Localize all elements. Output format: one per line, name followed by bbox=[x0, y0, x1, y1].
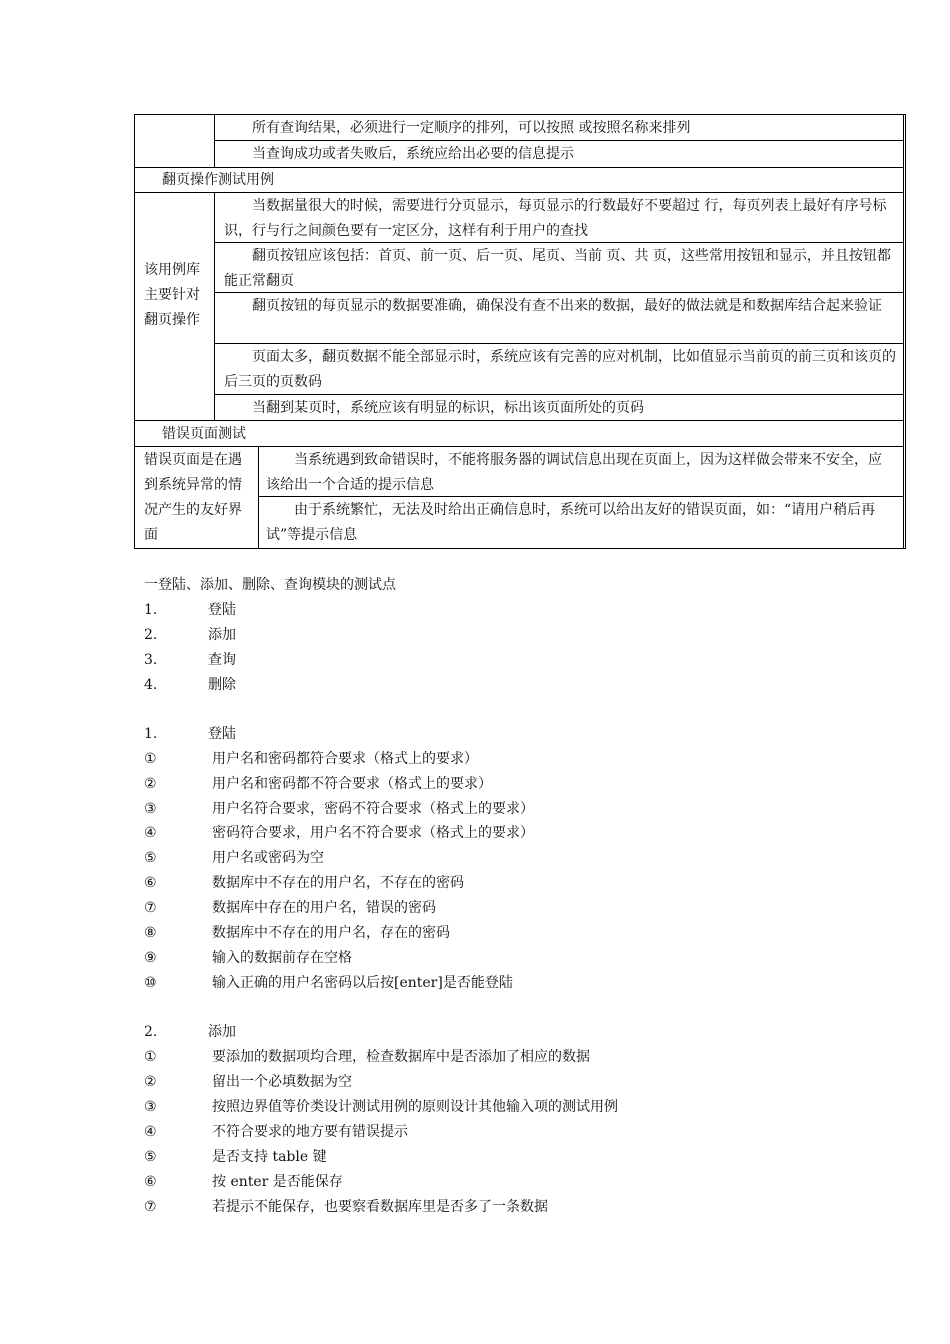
row-divider bbox=[214, 343, 904, 344]
item-marker: ② bbox=[144, 776, 157, 792]
list-number: 2. bbox=[144, 1024, 158, 1040]
item-marker: ⑤ bbox=[144, 1149, 157, 1165]
paging-section-header: 翻页操作测试用例 bbox=[162, 172, 274, 188]
col-divider bbox=[258, 446, 259, 548]
table-border-right-shadow bbox=[905, 114, 906, 549]
table-border-top bbox=[134, 114, 905, 115]
error-section-header: 错误页面测试 bbox=[162, 426, 246, 442]
list-number: 1. bbox=[144, 602, 158, 618]
paging-cell-current-page: 当翻到某页时，系统应该有明显的标识，标出该页面所处的页码 bbox=[252, 400, 644, 416]
item-text: 若提示不能保存，也要察看数据库里是否多了一条数据 bbox=[212, 1199, 548, 1215]
item-text: 用户名或密码为空 bbox=[212, 850, 324, 866]
item-text: 留出一个必填数据为空 bbox=[212, 1074, 352, 1090]
paging-cell-buttons: 翻页按钮应该包括：首页、前一页、后一页、尾页、当前 页、共 页，这些常用按钮和显示，并且按钮都能正常翻页 bbox=[224, 248, 891, 289]
item-text: 按照边界值等价类设计测试用例的原则设计其他输入项的测试用例 bbox=[212, 1099, 618, 1115]
item-text: 数据库中不存在的用户名，存在的密码 bbox=[212, 925, 450, 941]
item-text: 不符合要求的地方要有错误提示 bbox=[212, 1124, 408, 1140]
error-cell-busy: 由于系统繁忙，无法及时给出正确信息时，系统可以给出友好的错误页面，如：“请用户稍后再试”等提示信息 bbox=[266, 502, 876, 543]
item-marker: ④ bbox=[144, 1124, 157, 1140]
list-number: 2. bbox=[144, 627, 158, 643]
list-label: 删除 bbox=[208, 677, 236, 693]
paging-cell-rows-per-page: 当数据量很大的时候，需要进行分页显示，每页显示的行数最好不要超过 行，每页列表上最好有序号标识，行与行之间颜色要有一定区分，这样有利于用户的查找 bbox=[224, 198, 887, 239]
item-text: 用户名和密码都符合要求（格式上的要求） bbox=[212, 751, 478, 767]
item-text: 输入的数据前存在空格 bbox=[212, 950, 352, 966]
item-text: 用户名符合要求，密码不符合要求（格式上的要求） bbox=[212, 801, 534, 817]
item-marker: ⑩ bbox=[144, 975, 157, 991]
table-border-bottom bbox=[134, 548, 906, 549]
paging-cell-many-pages: 页面太多，翻页数据不能全部显示时，系统应该有完善的应对机制，比如值显示当前页的前三页和该页的后三页的页数码 bbox=[224, 349, 896, 390]
table-border-left bbox=[134, 114, 135, 549]
paging-side-label: 该用例库主要针对翻页操作 bbox=[144, 262, 200, 328]
table-border-right bbox=[903, 114, 904, 549]
error-side-label: 错误页面是在遇到系统异常的情况产生的友好界面 bbox=[144, 452, 242, 543]
col-divider bbox=[214, 192, 215, 420]
list-label: 登陆 bbox=[208, 726, 236, 742]
item-marker: ② bbox=[144, 1074, 157, 1090]
list-number: 1. bbox=[144, 726, 158, 742]
item-marker: ④ bbox=[144, 825, 157, 841]
item-marker: ① bbox=[144, 751, 157, 767]
error-cell-fatal: 当系统遇到致命错误时，不能将服务器的调试信息出现在页面上，因为这样做会带来不安全，应该给出一个合适的提示信息 bbox=[266, 452, 882, 493]
list-number: 4. bbox=[144, 677, 158, 693]
list-number: 3. bbox=[144, 652, 158, 668]
row-divider bbox=[134, 446, 904, 447]
item-marker: ③ bbox=[144, 801, 157, 817]
list-label: 添加 bbox=[208, 1024, 236, 1040]
item-marker: ⑥ bbox=[144, 1174, 157, 1190]
list-label: 查询 bbox=[208, 652, 236, 668]
list-label: 登陆 bbox=[208, 602, 236, 618]
item-text: 要添加的数据项均合理，检查数据库中是否添加了相应的数据 bbox=[212, 1049, 590, 1065]
col-divider bbox=[214, 114, 215, 167]
item-text: 用户名和密码都不符合要求（格式上的要求） bbox=[212, 776, 492, 792]
table-cell-sort-order: 所有查询结果，必须进行一定顺序的排列，可以按照 或按照名称来排列 bbox=[252, 120, 691, 136]
item-marker: ③ bbox=[144, 1099, 157, 1115]
item-marker: ⑨ bbox=[144, 950, 157, 966]
item-marker: ⑥ bbox=[144, 875, 157, 891]
paging-cell-data-accuracy: 翻页按钮的每页显示的数据要准确，确保没有查不出来的数据，最好的做法就是和数据库结合起来验证 bbox=[252, 298, 882, 314]
table-cell-info-prompt: 当查询成功或者失败后，系统应给出必要的信息提示 bbox=[252, 146, 574, 162]
list-label: 添加 bbox=[208, 627, 236, 643]
item-text: 数据库中存在的用户名，错误的密码 bbox=[212, 900, 436, 916]
item-text: 数据库中不存在的用户名，不存在的密码 bbox=[212, 875, 464, 891]
item-text: 输入正确的用户名密码以后按[enter]是否能登陆 bbox=[212, 975, 513, 991]
item-marker: ⑤ bbox=[144, 850, 157, 866]
item-marker: ⑦ bbox=[144, 900, 157, 916]
item-marker: ⑦ bbox=[144, 1199, 157, 1215]
item-text: 是否支持 table 键 bbox=[212, 1149, 327, 1165]
item-text: 密码符合要求，用户名不符合要求（格式上的要求） bbox=[212, 825, 534, 841]
item-marker: ① bbox=[144, 1049, 157, 1065]
item-marker: ⑧ bbox=[144, 925, 157, 941]
item-text: 按 enter 是否能保存 bbox=[212, 1174, 343, 1190]
section-title: 一登陆、添加、删除、查询模块的测试点 bbox=[144, 577, 396, 593]
